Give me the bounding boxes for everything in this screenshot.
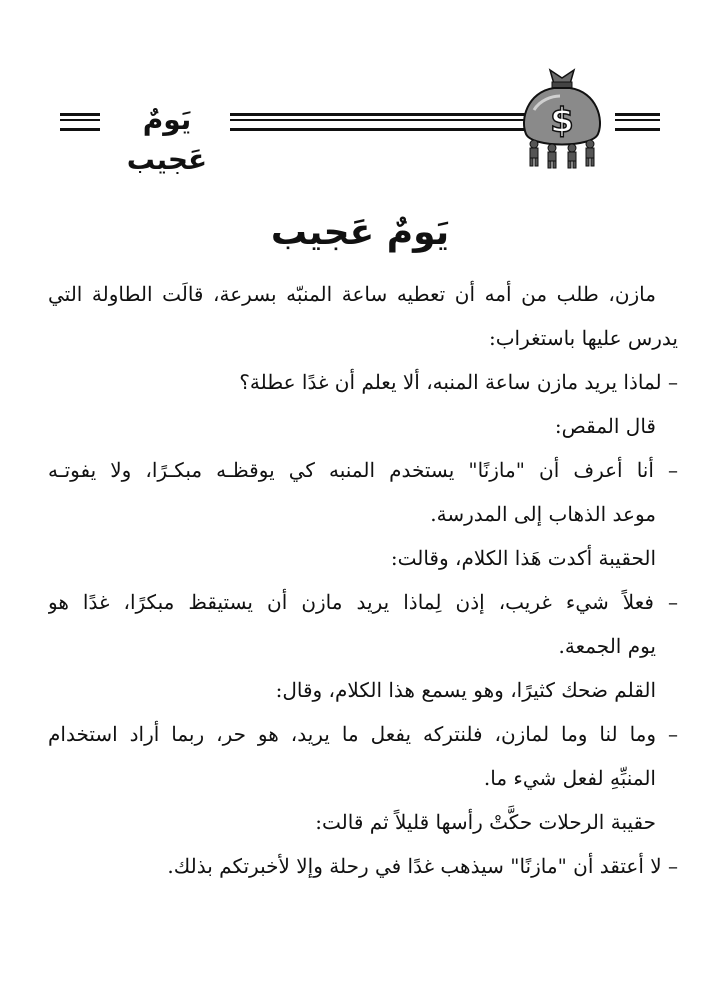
story-line: – وما لنا وما لمازن، فلنتركه يفعل ما يريد، هو حر، ربما أراد استخدام <box>48 722 678 746</box>
story-title: يَومٌ عَجيب <box>270 212 450 253</box>
money-bag-mascot-icon <box>512 60 612 170</box>
story-line: – لا أعتقد أن "مازنًا" سيذهب غدًا في رحلة وإلا لأخبرتكم بذلك. <box>167 854 678 878</box>
story-line: قال المقص: <box>554 414 656 438</box>
header-rule-left <box>60 113 100 131</box>
svg-text:$: $ <box>550 101 574 141</box>
story-line: المنبِّهِ لفعل شيء ما. <box>483 766 656 790</box>
header-rule-middle <box>230 113 530 131</box>
story-line: – لماذا يريد مازن ساعة المنبه، ألا يعلم أن غدًا عطلة؟ <box>239 370 678 394</box>
story-line: القلم ضحك كثيرًا، وهو يسمع هذا الكلام، وقال: <box>275 678 656 702</box>
story-line: يدرس عليها باستغراب: <box>488 326 678 350</box>
header-rule-right <box>615 113 660 131</box>
story-line: موعد الذهاب إلى المدرسة. <box>430 502 656 526</box>
story-line: – أنا أعرف أن "مازنًا" يستخدم المنبه كي يوقظـه مبكـرًا، ولا يفوتـه <box>48 458 678 482</box>
story-line: يوم الجمعة. <box>558 634 656 658</box>
header-title: يَومٌ عَجيب <box>126 103 208 176</box>
story-line: حقيبة الرحلات حكَّتْ رأسها قليلاً ثم قالت: <box>315 810 656 834</box>
story-line: مازن، طلب من أمه أن تعطيه ساعة المنبّه بسرعة، قالَت الطاولة التي <box>48 282 656 306</box>
story-line: الحقيبة أكدت هَذا الكلام، وقالت: <box>390 546 656 570</box>
story-body <box>48 272 678 888</box>
story-line: – فعلاً شيء غريب، إذن لِماذا يريد مازن أن يستيقظ مبكرًا، غدًا هو <box>48 590 678 614</box>
